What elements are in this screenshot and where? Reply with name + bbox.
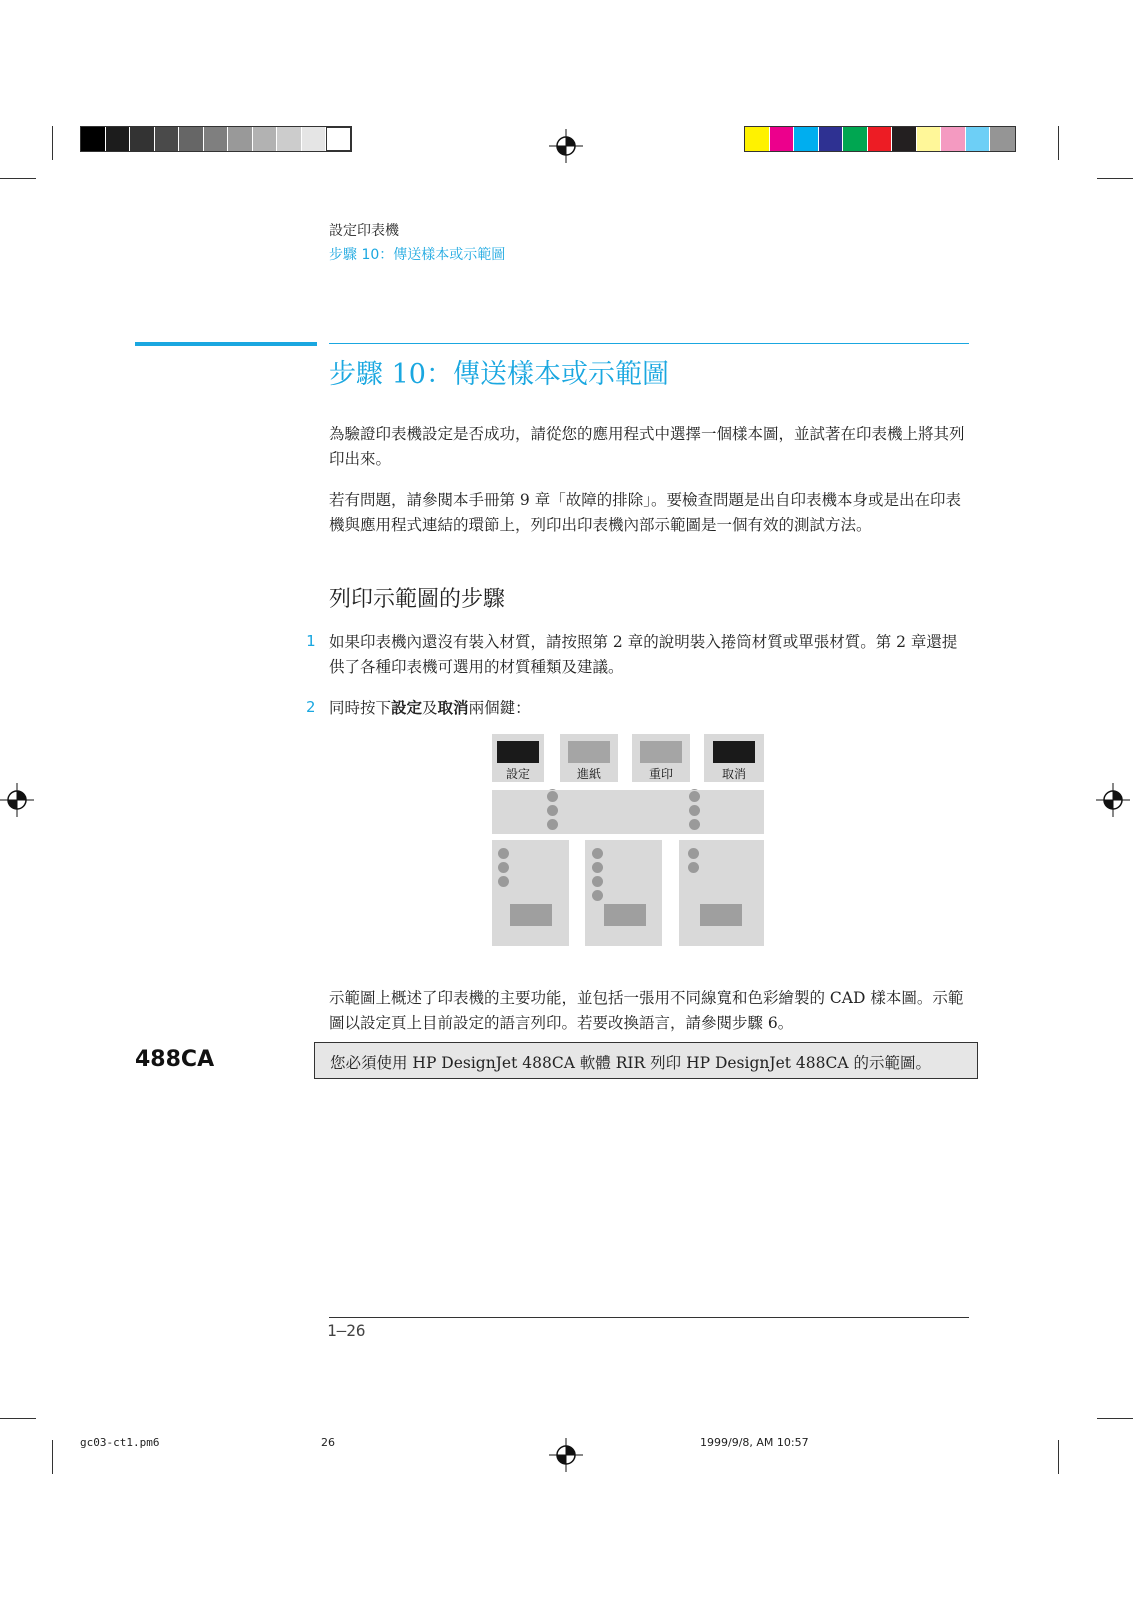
color-swatch bbox=[745, 127, 770, 151]
indicator-dot bbox=[689, 819, 700, 830]
key-reprint-button bbox=[640, 741, 682, 763]
indicator-dot bbox=[592, 890, 603, 901]
indicator-dot bbox=[547, 805, 558, 816]
key-cancel bbox=[704, 734, 764, 782]
indicator-dot bbox=[688, 862, 699, 873]
page-title: 步驟 10：傳送樣本或示範圖 bbox=[329, 359, 669, 390]
step-text: 如果印表機內還沒有裝入材質，請按照第 2 章的說明裝入捲筒材質或單張材質。第 2 章還提供了各種印表機可選用的材質種類及建議。 bbox=[329, 633, 958, 676]
color-swatch bbox=[990, 127, 1015, 151]
panel-display-block bbox=[510, 904, 552, 926]
demo-plot-paragraph: 示範圖上概述了印表機的主要功能，並包括一張用不同線寬和色彩繪製的 CAD 樣本圖。示範圖以設定頁上目前設定的語言列印。若要改換語言，請參閱步驟 6。 bbox=[329, 989, 964, 1032]
crop-mark bbox=[0, 178, 36, 179]
running-header-section: 設定印表機 bbox=[329, 223, 399, 239]
color-swatch bbox=[253, 127, 278, 151]
color-swatch bbox=[941, 127, 966, 151]
registration-mark-icon bbox=[0, 783, 34, 817]
grayscale-calibration-bar bbox=[80, 126, 352, 152]
crop-mark bbox=[52, 1440, 53, 1474]
indicator-dot bbox=[547, 819, 558, 830]
footer-rule bbox=[329, 1317, 969, 1318]
color-swatch bbox=[179, 127, 204, 151]
color-swatch bbox=[770, 127, 795, 151]
indicator-dot bbox=[547, 791, 558, 802]
indicator-dot bbox=[689, 805, 700, 816]
subheading: 列印示範圖的步驟 bbox=[329, 587, 506, 612]
step-text: 同時按下設定及取消兩個鍵： bbox=[329, 699, 531, 717]
color-swatch bbox=[228, 127, 253, 151]
color-swatch bbox=[868, 127, 893, 151]
indicator-dot bbox=[592, 862, 603, 873]
crop-mark bbox=[1058, 126, 1059, 160]
key-setup-label: 設定 bbox=[505, 767, 530, 781]
color-calibration-bar bbox=[744, 126, 1016, 152]
crop-mark bbox=[1097, 178, 1133, 179]
panel-display-block bbox=[604, 904, 646, 926]
color-swatch bbox=[326, 127, 351, 151]
step-number: 1 bbox=[306, 632, 316, 650]
crop-mark bbox=[52, 126, 53, 160]
key-cancel-label: 取消 bbox=[721, 767, 746, 781]
title-rule bbox=[329, 343, 969, 344]
key-feed-button bbox=[568, 741, 610, 763]
color-swatch bbox=[130, 127, 155, 151]
front-panel-diagram bbox=[492, 734, 764, 944]
registration-mark-icon bbox=[549, 129, 583, 163]
panel-display-block bbox=[700, 904, 742, 926]
key-setup bbox=[492, 734, 544, 782]
panel-middle-strip bbox=[492, 790, 764, 834]
key-reprint bbox=[632, 734, 690, 782]
color-swatch bbox=[81, 127, 106, 151]
print-datetime: 1999/9/8, AM 10:57 bbox=[700, 1436, 809, 1449]
registration-mark-icon bbox=[549, 1438, 583, 1472]
note-box bbox=[314, 1042, 978, 1079]
color-swatch bbox=[106, 127, 131, 151]
key-reprint-label: 重印 bbox=[648, 767, 673, 781]
registration-mark-icon bbox=[1096, 783, 1130, 817]
color-swatch bbox=[155, 127, 180, 151]
indicator-dot bbox=[592, 848, 603, 859]
color-swatch bbox=[966, 127, 991, 151]
indicator-dot bbox=[689, 791, 700, 802]
troubleshoot-paragraph: 若有問題，請參閱本手冊第 9 章「故障的排除」。要檢查問題是出自印表機本身或是出在印表機與應用程式連結的環節上，列印出印表機內部示範圖是一個有效的測試方法。 bbox=[329, 491, 961, 534]
key-feed-label: 進紙 bbox=[576, 767, 601, 781]
crop-mark bbox=[0, 1418, 36, 1419]
color-swatch bbox=[794, 127, 819, 151]
page-number: 1–26 bbox=[327, 1321, 366, 1340]
indicator-dot bbox=[498, 862, 509, 873]
color-swatch bbox=[892, 127, 917, 151]
indicator-dot bbox=[498, 848, 509, 859]
color-swatch bbox=[277, 127, 302, 151]
step-number: 2 bbox=[306, 698, 316, 716]
key-cancel-button bbox=[713, 741, 755, 763]
file-name: gc03-ct1.pm6 bbox=[80, 1436, 160, 1449]
sheet-number: 26 bbox=[321, 1436, 335, 1449]
color-swatch bbox=[843, 127, 868, 151]
indicator-dot bbox=[688, 848, 699, 859]
color-swatch bbox=[819, 127, 844, 151]
indicator-dot bbox=[498, 876, 509, 887]
note-text: 您必須使用 HP DesignJet 488CA 軟體 RIR 列印 HP DesignJet 488CA 的示範圖。 bbox=[330, 1054, 931, 1072]
key-feed bbox=[560, 734, 618, 782]
crop-mark bbox=[1058, 1440, 1059, 1474]
color-swatch bbox=[204, 127, 229, 151]
color-swatch bbox=[917, 127, 942, 151]
running-header-step: 步驟 10：傳送樣本或示範圖 bbox=[329, 247, 506, 263]
title-accent-bar bbox=[135, 342, 317, 346]
model-side-label: 488CA bbox=[135, 1047, 215, 1072]
intro-paragraph: 為驗證印表機設定是否成功，請從您的應用程式中選擇一個樣本圖，並試著在印表機上將其列印出來。 bbox=[329, 425, 965, 468]
color-swatch bbox=[302, 127, 327, 151]
crop-mark bbox=[1097, 1418, 1133, 1419]
key-setup-button bbox=[497, 741, 539, 763]
indicator-dot bbox=[592, 876, 603, 887]
